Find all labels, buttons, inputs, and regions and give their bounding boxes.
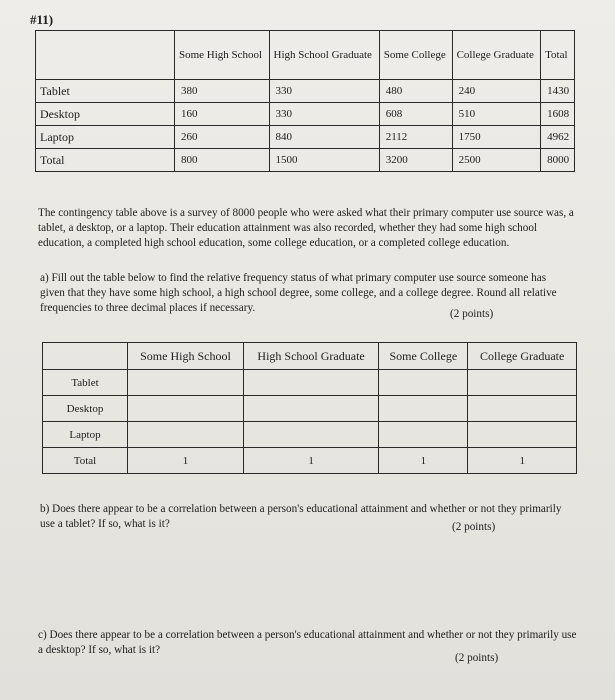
part-a-question: a) Fill out the table below to find the relative frequency status of what primary computer use source someone has given that they have some high school, a high school degree, some college, and a college degree. Round all relative frequencies to three decimal places if necessary. — [40, 272, 557, 314]
header-cell: Some College — [379, 31, 452, 80]
intro-paragraph: The contingency table above is a survey of 8000 people who were asked what their primary computer use source was, a tablet, a desktop, or a laptop. Their education attainment was also recorded, whether they had some high school education, a completed high school education, some college education, or a completed college education. — [38, 207, 574, 249]
answer-cell[interactable] — [128, 370, 244, 396]
table-cell: 1750 — [452, 126, 541, 149]
table-cell: 480 — [379, 80, 452, 103]
table-cell: 2500 — [452, 149, 541, 172]
table-row — [43, 448, 577, 474]
header-cell: Some College — [379, 343, 468, 370]
answer-cell[interactable] — [379, 370, 468, 396]
row-label: Laptop — [43, 422, 128, 448]
part-c-question: c) Does there appear to be a correlation between a person's educational attainment and whether or not they primarily use a desktop? If so, what is it? — [38, 629, 577, 656]
table-header-row — [43, 343, 577, 370]
total-cell: 1 — [468, 448, 577, 474]
answer-cell[interactable] — [468, 370, 577, 396]
row-label: Total — [43, 448, 128, 474]
table-row — [36, 126, 575, 149]
table-row — [43, 422, 577, 448]
table-cell: 1430 — [541, 80, 575, 103]
row-label: Laptop — [36, 126, 175, 149]
table-row — [43, 370, 577, 396]
answer-cell[interactable] — [243, 396, 378, 422]
table-cell: 8000 — [541, 149, 575, 172]
table-cell: 2112 — [379, 126, 452, 149]
contingency-table — [35, 30, 575, 172]
table-cell: 260 — [175, 126, 270, 149]
row-label: Tablet — [36, 80, 175, 103]
table-row — [36, 103, 575, 126]
relative-frequency-table — [42, 342, 577, 474]
table-cell: 330 — [269, 80, 379, 103]
total-cell: 1 — [243, 448, 378, 474]
header-cell: Total — [541, 31, 575, 80]
header-cell: High School Graduate — [269, 31, 379, 80]
header-cell: College Graduate — [468, 343, 577, 370]
table-row — [43, 396, 577, 422]
header-cell — [36, 31, 175, 80]
answer-cell[interactable] — [243, 370, 378, 396]
row-label: Total — [36, 149, 175, 172]
header-cell — [43, 343, 128, 370]
answer-cell[interactable] — [379, 396, 468, 422]
table-cell: 1608 — [541, 103, 575, 126]
answer-cell[interactable] — [468, 422, 577, 448]
answer-cell[interactable] — [128, 396, 244, 422]
total-cell: 1 — [379, 448, 468, 474]
part-b-points: (2 points) — [452, 521, 496, 533]
table-header-row — [36, 31, 575, 80]
table-cell: 510 — [452, 103, 541, 126]
table-cell: 330 — [269, 103, 379, 126]
total-cell: 1 — [128, 448, 244, 474]
table-cell: 4962 — [541, 126, 575, 149]
part-b-question: b) Does there appear to be a correlation between a person's educational attainment and whether or not they primarily use a tablet? If so, what is it? — [40, 503, 562, 530]
row-label: Desktop — [43, 396, 128, 422]
table-cell: 608 — [379, 103, 452, 126]
part-c-points: (2 points) — [455, 652, 499, 664]
row-label: Tablet — [43, 370, 128, 396]
table-row — [36, 80, 575, 103]
table-cell: 800 — [175, 149, 270, 172]
table-row — [36, 149, 575, 172]
table-cell: 840 — [269, 126, 379, 149]
answer-cell[interactable] — [379, 422, 468, 448]
table-cell: 1500 — [269, 149, 379, 172]
question-number: #11) — [30, 12, 54, 27]
table-cell: 240 — [452, 80, 541, 103]
part-a-points: (2 points) — [450, 308, 494, 320]
header-cell: College Graduate — [452, 31, 541, 80]
answer-cell[interactable] — [243, 422, 378, 448]
table-cell: 380 — [175, 80, 270, 103]
row-label: Desktop — [36, 103, 175, 126]
table-cell: 160 — [175, 103, 270, 126]
answer-cell[interactable] — [128, 422, 244, 448]
table-cell: 3200 — [379, 149, 452, 172]
header-cell: High School Graduate — [243, 343, 378, 370]
header-cell: Some High School — [128, 343, 244, 370]
header-cell: Some High School — [175, 31, 270, 80]
answer-cell[interactable] — [468, 396, 577, 422]
